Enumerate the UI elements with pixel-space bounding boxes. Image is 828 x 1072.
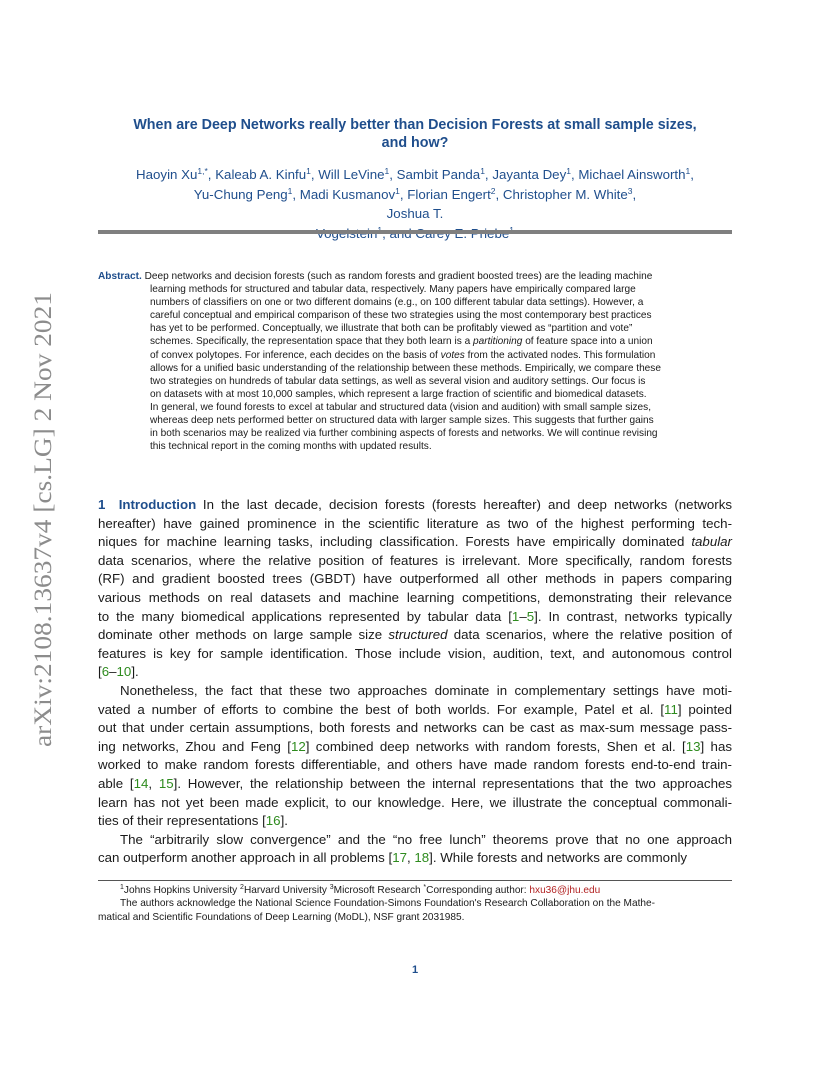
- affiliation-mark: 2: [490, 185, 496, 196]
- author: Sambit Panda$^1$: [396, 166, 485, 182]
- body-line: ing networks, Zhou and Feng [12] combined deep networks with random forests, Shen et al. [13] has: [98, 738, 732, 754]
- affiliation-mark: 2: [240, 884, 244, 891]
- affiliation-name: Microsoft Research: [333, 885, 424, 896]
- citation-link[interactable]: 15: [158, 775, 174, 791]
- body-line: 1 Introduction In the last decade, decision forests (forests hereafter) and deep networks (networks: [98, 497, 732, 512]
- affiliation-footnote: [98, 884, 732, 897]
- author: Madi Kusmanov$^1$: [299, 185, 400, 202]
- affiliation-mark: *: [423, 884, 427, 891]
- body-line: can outperform another approach in all problems [17, 18]. While forests and networks are commonly: [98, 850, 688, 866]
- citation-link[interactable]: 12: [290, 738, 306, 754]
- affiliation-name: Harvard University: [243, 885, 330, 896]
- introduction-section: [98, 496, 732, 868]
- citation-link[interactable]: 18: [414, 850, 430, 866]
- affiliation-mark: 1: [306, 166, 311, 176]
- body-line: vated a number of efforts to combine the best of both worlds. For example, Patel et al. [11] pointed: [98, 701, 732, 717]
- abstract-line: allows for a unified basic understanding of the relationship between these methods. Empirically, we compare these: [150, 362, 661, 374]
- title-rule: [98, 230, 732, 234]
- citation-link[interactable]: 10: [116, 664, 132, 680]
- body-line: (RF) and gradient boosted trees (GBDT) have outperformed all other methods in papers comparing: [98, 571, 732, 587]
- author: Will LeVine$^1$: [318, 166, 390, 182]
- abstract-line: has yet to be performed. Conceptually, we illustrate that both can be profitably viewed as “partition and vote”: [150, 323, 633, 335]
- abstract-line: Abstract. Deep networks and decision forests (such as random forests and gradient boosted trees) are the leading machine: [98, 271, 653, 282]
- body-line: niques for machine learning tasks, including classification. Forests have empirically dominated tabular: [98, 534, 732, 550]
- body-line: learn has not yet been made explicit, to our knowledge. Here, we illustrate the conceptual commonali-: [98, 794, 732, 810]
- author: Joshua T.: [386, 206, 444, 221]
- title-line: and how?: [381, 135, 449, 151]
- citation-link[interactable]: 14: [133, 775, 149, 791]
- abstract-line: schemes. Specifically, the representation space that they both learn is a partitioning of feature space into a union: [150, 336, 653, 348]
- author: Florian Engert$^2$: [407, 185, 496, 202]
- affiliation-mark: 3: [627, 185, 633, 196]
- section-heading: 1 Introduction: [98, 497, 197, 512]
- author: Michael Ainsworth$^1$: [578, 166, 691, 182]
- author: Haoyin $Xu^{1,*}$: [136, 166, 208, 182]
- body-line: [6–10].: [98, 664, 139, 680]
- abstract-line: learning methods for structured and tabular data, respectively. Many papers have empirically compared large: [150, 284, 636, 296]
- abstract-line: in both scenarios may be realized via further combining aspects of forests and networks. We will continue revising: [150, 428, 658, 440]
- body-line: out that under certain assumptions, both forests and networks can be cast as max-sum message pass-: [98, 720, 732, 736]
- affiliation-mark: 3: [329, 884, 334, 891]
- body-line: ties of their representations [16].: [98, 813, 288, 829]
- citation-link[interactable]: 16: [265, 813, 281, 829]
- author-list: Haoyin $Xu^{1,*}$, Kaleab A. Kinfu$^1$, Will LeVine$^1$, Sambit Panda$^1$, Jayanta Dey$^1$, Michael Ainsworth$^1$, Yu-Chung Peng$^1$, Madi Kusmanov$^1$, Florian Engert$^2$, Christopher M. White$^3$, Joshua T.: [98, 165, 732, 243]
- body-line: features is key for sample identification. Those include vision, audition, text, and autonomous control: [98, 645, 732, 661]
- paper-title: [98, 116, 732, 152]
- abstract-line: on datasets with at most 10,000 samples, which represent a large fraction of scientific and biomedical datasets.: [150, 388, 647, 400]
- emphasis: partitioning: [473, 336, 523, 348]
- emphasis: structured: [388, 627, 448, 643]
- emphasis: votes: [440, 349, 465, 361]
- affiliation-mark: 1: [566, 166, 571, 176]
- corresponding-email[interactable]: hxu36@jhu.edu: [529, 885, 601, 896]
- affiliation-mark: 1,*: [197, 166, 208, 176]
- body-line: to the many biomedical applications represented by tabular data [1–5]. In contrast, networks typically: [98, 608, 732, 624]
- arxiv-side-stamp: [8, 290, 74, 750]
- citation-link[interactable]: 6: [101, 664, 110, 680]
- abstract-line: In general, we found forests to excel at tabular and structured data (vision and audition) with small sample sizes,: [150, 401, 652, 413]
- page-number: 1: [411, 964, 419, 976]
- affiliation-mark: 1: [287, 185, 293, 196]
- body-line: Nonetheless, the fact that these two approaches dominate in complementary settings have moti-: [120, 682, 732, 698]
- footnotes: [98, 884, 732, 924]
- body-line: dominate other methods on large sample size structured data scenarios, where the relative position of: [98, 627, 732, 643]
- emphasis: tabular: [691, 534, 732, 550]
- footnote-rule: [98, 880, 732, 881]
- abstract-line: of convex polytopes. For inference, each decides on the basis of votes from the activated nodes. This formulation: [150, 349, 656, 361]
- body-line: hereafter) have gained prominence in the scientific literature as two of the highest performing tech-: [98, 515, 732, 531]
- citation-link[interactable]: 13: [685, 738, 701, 754]
- citation-link[interactable]: 1: [511, 608, 520, 624]
- citation-link[interactable]: 11: [664, 701, 678, 717]
- affiliation-mark: 1: [120, 884, 124, 891]
- body-line: able [14, 15]. However, the relationship between the internal representations that the two approaches: [98, 775, 733, 791]
- arxiv-identifier: arXiv:2108.13637v4 [cs.LG] 2 Nov 2021: [28, 323, 57, 747]
- title-line: When are Deep Networks really better than Decision Forests at small sample sizes,: [133, 117, 697, 133]
- abstract-line: whereas deep nets performed better on structured data with larger sample sizes. This suggests that further gains: [150, 415, 654, 427]
- abstract-line: careful conceptual and empirical comparison of these two strategies using the most contemporary best practices: [150, 310, 652, 322]
- abstract-line: numbers of classifiers on one or two different domains (e.g., on 100 different tabular data settings). However, a: [150, 297, 644, 309]
- author: Christopher M. White$^3$: [502, 185, 633, 202]
- affiliation-mark: 1: [685, 166, 691, 176]
- affiliation-mark: 1: [480, 166, 485, 176]
- abstract-line: two strategies on hundreds of tabular data settings, as well as several vision and auditory settings. Our focus is: [150, 375, 646, 387]
- body-line: worked to make random forests differentiable, and others have made random forests end-to-end train-: [98, 757, 732, 773]
- affiliation-name: Johns Hopkins University: [123, 885, 241, 896]
- abstract-heading: Abstract.: [98, 271, 142, 282]
- abstract: [98, 270, 732, 453]
- body-line: various methods on real datasets and machine learning competitions, demonstrating their relevance: [98, 589, 732, 605]
- citation-link[interactable]: 5: [526, 608, 535, 624]
- author: Jayanta Dey$^1$: [492, 166, 571, 182]
- abstract-line: this technical report in the coming months with updated results.: [150, 441, 432, 453]
- author: Yu-Chung Peng$^1$: [193, 185, 293, 202]
- affiliation-name: Corresponding author:: [426, 885, 530, 896]
- body-line: The “arbitrarily slow convergence” and the “no free lunch” theorems prove that no one approach: [120, 831, 732, 847]
- affiliation-mark: 1: [384, 166, 390, 176]
- acknowledgement-line: The authors acknowledge the National Science Foundation-Simons Foundation's Research Collaboration on the Mathe-: [120, 898, 655, 910]
- affiliation-mark: 1: [395, 185, 400, 196]
- body-line: data scenarios, where the relative position of features is irrelevant. More specifically, random forests: [98, 552, 732, 568]
- acknowledgement-line: matical and Scientific Foundations of Deep Learning (MoDL), NSF grant 2031985.: [98, 911, 465, 923]
- citation-link[interactable]: 17: [392, 850, 407, 866]
- author: Kaleab A. Kinfu$^1$: [215, 166, 311, 182]
